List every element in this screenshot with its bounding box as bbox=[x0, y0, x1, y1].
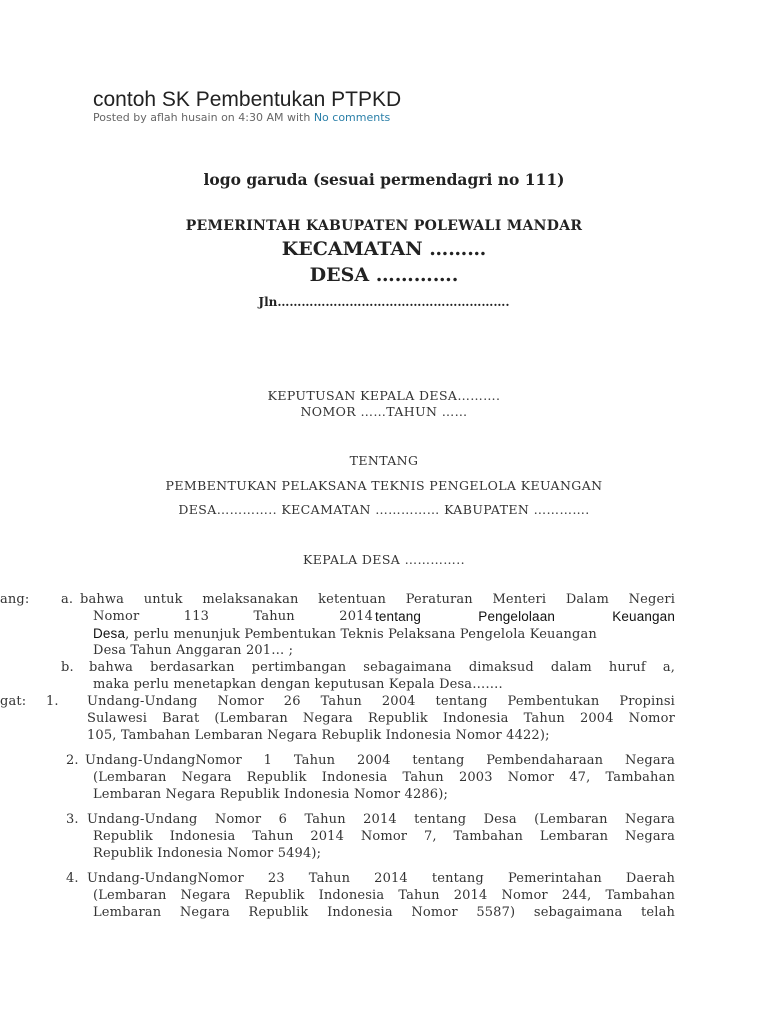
decree-about: TENTANG bbox=[349, 453, 419, 468]
recalling-item-4-marker: 4. bbox=[66, 871, 79, 886]
district-name: KECAMATAN ……… bbox=[281, 238, 487, 260]
considering-a-line3-text: , perlu menunjuk Pembentukan Teknis Pelaksana Pengelola Keuangan bbox=[125, 627, 597, 642]
recalling-item-3-line1: Undang-Undang Nomor 6 Tahun 2014 tentang Desa (Lembaran Negara bbox=[87, 812, 675, 827]
government-name: PEMERINTAH KABUPATEN POLEWALI MANDAR bbox=[185, 218, 583, 234]
considering-a-line4: Desa Tahun Anggaran 201… ; bbox=[93, 643, 294, 658]
decree-subject-line1: PEMBENTUKAN PELAKSANA TEKNIS PENGELOLA KEUANGAN bbox=[165, 478, 603, 493]
considering-a-line2 bbox=[93, 609, 675, 624]
post-meta-text: Posted by aflah husain on 4:30 AM with bbox=[93, 111, 314, 124]
considering-a-line3-link: Desa bbox=[93, 626, 126, 641]
considering-a-line1: bahwa untuk melaksanakan ketentuan Peraturan Menteri Dalam Negeri bbox=[80, 592, 675, 607]
decree-subject-line2: DESA………….. KECAMATAN …………… KABUPATEN …………. bbox=[178, 502, 590, 517]
recalling-item-4-line3: Lembaran Negara Republik Indonesia Nomor 5587) sebagaimana telah bbox=[93, 905, 675, 920]
decree-title: KEPUTUSAN KEPALA DESA………. bbox=[267, 388, 501, 403]
logo-note: logo garuda (sesuai permendagri no 111) bbox=[203, 170, 565, 189]
post-title: contoh SK Pembentukan PTPKD bbox=[93, 88, 402, 111]
recalling-item-1-line1: Undang-Undang Nomor 26 Tahun 2004 tentang Pembentukan Propinsi bbox=[87, 694, 675, 709]
recalling-item-3-marker: 3. bbox=[66, 812, 79, 827]
recalling-item-1-line2: Sulawesi Barat (Lembaran Negara Republik Indonesia Tahun 2004 Nomor bbox=[87, 711, 675, 726]
considering-b-line2: maka perlu menetapkan dengan keputusan Kepala Desa……. bbox=[93, 677, 503, 692]
recalling-item-3-line2: Republik Indonesia Tahun 2014 Nomor 7, Tambahan Lembaran Negara bbox=[93, 829, 675, 844]
comments-link[interactable]: No comments bbox=[313, 111, 391, 124]
recalling-item-1-line3: 105, Tambahan Lembaran Negara Rebuplik Indonesia Nomor 4422); bbox=[87, 728, 550, 743]
considering-a-line2-text: Nomor 113 Tahun 2014 bbox=[93, 609, 373, 624]
recalling-item-2-line1: Undang-UndangNomor 1 Tahun 2004 tentang Pembendaharaan Negara bbox=[85, 753, 675, 768]
recalling-item-2-marker: 2. bbox=[66, 753, 79, 768]
recalling-item-2-line2: (Lembaran Negara Republik Indonesia Tahun 2003 Nomor 47, Tambahan bbox=[93, 770, 675, 785]
decree-issuer: KEPALA DESA ………….. bbox=[303, 552, 465, 567]
village-name: DESA …………. bbox=[309, 264, 459, 286]
recalling-item-2-line3: Lembaran Negara Republik Indonesia Nomor 4286); bbox=[93, 787, 448, 802]
considering-a-line3 bbox=[93, 626, 597, 642]
address-line: Jln…………………………………………………. bbox=[258, 295, 510, 309]
recalling-item-4-line2: (Lembaran Negara Republik Indonesia Tahun 2014 Nomor 244, Tambahan bbox=[93, 888, 675, 903]
recalling-label: gat: bbox=[0, 694, 27, 709]
considering-b-marker: b. bbox=[61, 660, 74, 675]
post-meta bbox=[93, 111, 390, 124]
considering-a-marker: a. bbox=[61, 592, 74, 607]
considering-label: ang: bbox=[0, 592, 30, 607]
recalling-item-4-line1: Undang-UndangNomor 23 Tahun 2014 tentang Pemerintahan Daerah bbox=[87, 871, 675, 886]
recalling-item-1-marker: 1. bbox=[46, 694, 59, 709]
considering-a-line2-link: tentang Pengelolaan Keuangan bbox=[375, 609, 675, 624]
considering-b-line1: bahwa berdasarkan pertimbangan sebagaimana dimaksud dalam huruf a, bbox=[89, 660, 675, 675]
recalling-item-3-line3: Republik Indonesia Nomor 5494); bbox=[93, 846, 322, 861]
decree-number: NOMOR ……TAHUN …… bbox=[300, 404, 468, 419]
